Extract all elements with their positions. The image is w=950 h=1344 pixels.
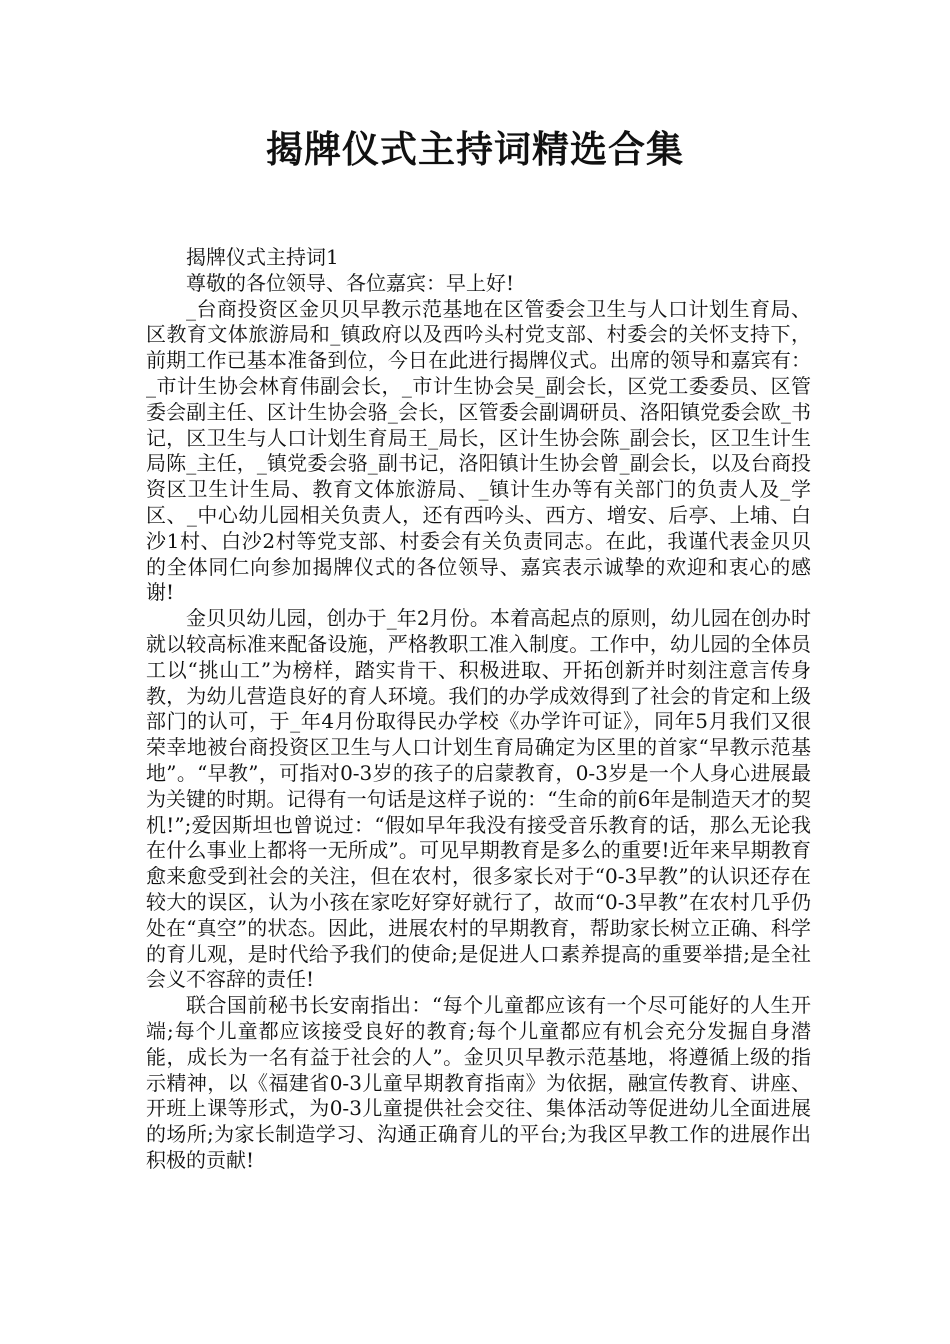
body-paragraph: 联合国前秘书长安南指出：“每个儿童都应该有一个尽可能好的人生开端;每个儿童都应该接受良好的教育;每个儿童都应有机会充分发掘自身潜能，成长为一名有益于社会的人”。金贝贝早教示范基地，将遵循上级的指示精神，以《福建省0-3儿童早期教育指南》为依据，融宣传教育、讲座、开班上课等形式，为0-3儿童提供社会交往、集体活动等促进幼儿全面进展的场所;为家长制造学习、沟通正确育儿的平台;为我区早教工作的进展作出积极的贡献! [146, 993, 811, 1172]
section-heading: 揭牌仪式主持词1 [186, 245, 339, 269]
body-paragraph: 金贝贝幼儿园，创办于_年2月份。本着高起点的原则，幼儿园在创办时就以较高标准来配备设施，严格教职工准入制度。工作中，幼儿园的全体员工以“挑山工”为榜样，踏实肯干、积极进取、开拓创新并时刻注意言传身教，为幼儿营造良好的育人环境。我们的办学成效得到了社会的肯定和上级部门的认可，于_年4月份取得民办学校《办学许可证》，同年5月我们又很荣幸地被台商投资区卫生与人口计划生育局确定为区里的首家“早教示范基地”。“早教”，可指对0-3岁的孩子的启蒙教育，0-3岁是一个人身心进展最为关键的时期。记得有一句话是这样子说的：“生命的前6年是制造天才的契机!”;爱因斯坦也曾说过：“假如早年我没有接受音乐教育的话，那么无论我在什么事业上都将一无所成”。可见早期教育是多么的重要!近年来早期教育愈来愈受到社会的关注，但在农村，很多家长对于“0-3早教”的认识还存在较大的误区，认为小孩在家吃好穿好就行了，故而“0-3早教”在农村几乎仍处在“真空”的状态。因此，进展农村的早期教育，帮助家长树立正确、科学的育儿观，是时代给予我们的使命;是促进人口素养提高的重要举措;是全社会义不容辞的责任! [146, 606, 811, 992]
document-title: 揭牌仪式主持词精选合集 [266, 128, 684, 171]
body-paragraph: _台商投资区金贝贝早教示范基地在区管委会卫生与人口计划生育局、区教育文体旅游局和_镇政府以及西吟头村党支部、村委会的关怀支持下，前期工作已基本准备到位，今日在此进行揭牌仪式。出席的领导和嘉宾有：_市计生协会林育伟副会长，_市计生协会吴_副会长，区党工委委员、区管委会副主任、区计生协会骆_会长，区管委会副调研员、洛阳镇党委会欧_书记，区卫生与人口计划生育局王_局长，区计生协会陈_副会长，区卫生计生局陈_主任，_镇党委会骆_副书记，洛阳镇计生协会曾_副会长，以及台商投资区卫生计生局、教育文体旅游局、_镇计生办等有关部门的负责人及_学区、_中心幼儿园相关负责人，还有西吟头、西方、增安、后亭、上埔、白沙1村、白沙2村等党支部、村委会有关负责同志。在此，我谨代表金贝贝的全体同仁向参加揭牌仪式的各位领导、嘉宾表示诚挚的欢迎和衷心的感谢! [146, 296, 811, 605]
salutation-paragraph: 尊敬的各位领导、各位嘉宾：早上好! [186, 270, 515, 295]
document-body [146, 245, 811, 1174]
